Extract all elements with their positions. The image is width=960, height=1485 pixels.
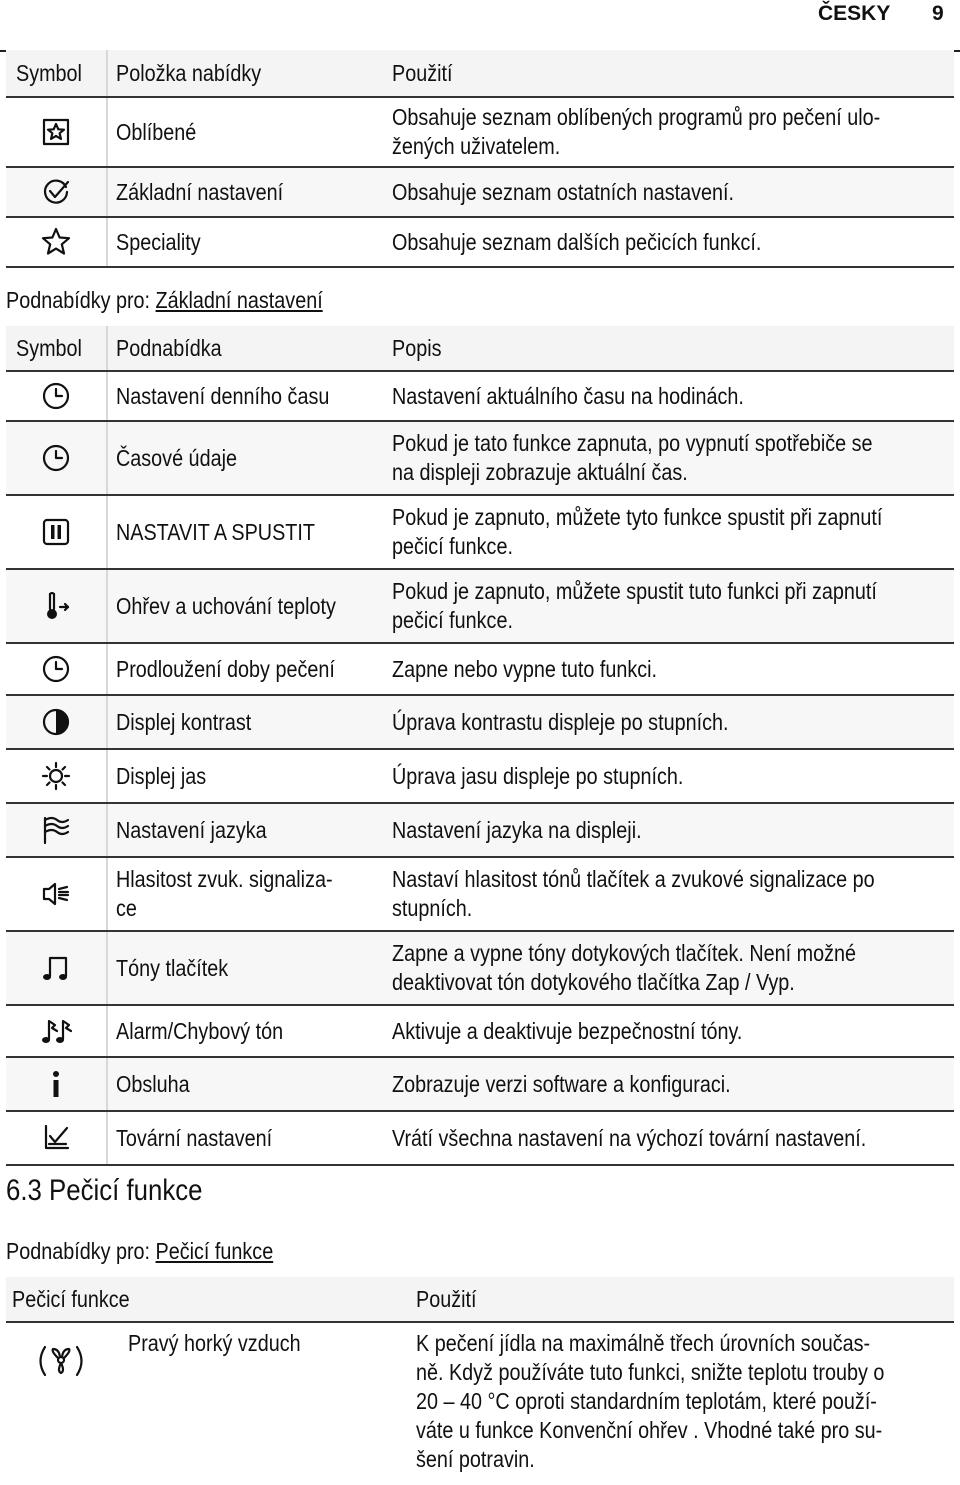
thermometer-arrow-icon: [40, 590, 72, 622]
table-header-row: [6, 326, 954, 372]
header-symbol: Symbol: [16, 59, 82, 86]
description-text: na displeji zobrazuje aktuální čas.: [392, 459, 688, 485]
fan-icon: [33, 1341, 89, 1381]
table-row: [6, 1323, 954, 1483]
header-language: ČESKY: [818, 2, 891, 25]
menu-item-label: Oblíbené: [116, 118, 197, 145]
use-text: K pečení jídla na maximálně třech úrovních součas-: [416, 1330, 871, 1356]
submenu-title: [6, 287, 374, 314]
header-item: Položka nabídky: [116, 59, 262, 86]
clock-icon: [40, 442, 72, 474]
description-text: Zobrazuje verzi software a konfiguraci.: [392, 1070, 731, 1097]
menu-use-text: Obsahuje seznam oblíbených programů pro pečení ulo-: [392, 104, 881, 130]
header-description: Popis: [392, 334, 442, 361]
description-text: stupních.: [392, 895, 473, 921]
header-function: Pečicí funkce: [12, 1285, 130, 1312]
menu-use-text: žených uživatelem.: [392, 133, 561, 159]
use-text: ně. Když používáte tuto funkci, snižte teplotu trouby o: [416, 1359, 885, 1385]
submenu-label: Tóny tlačítek: [116, 954, 229, 981]
contrast-icon: [40, 706, 72, 738]
description-text: Pokud je tato funkce zapnuta, po vypnutí spotřebiče se: [392, 430, 873, 456]
header-symbol: Symbol: [16, 334, 82, 361]
use-text: šení potravin.: [416, 1446, 535, 1472]
menu-use-text: Obsahuje seznam ostatních nastavení.: [392, 178, 734, 205]
submenu-label: NASTAVIT A SPUSTIT: [116, 518, 315, 545]
menu-table: [6, 50, 954, 268]
description-text: Zapne nebo vypne tuto funkci.: [392, 655, 658, 682]
submenu-label: ce: [116, 895, 137, 921]
factory-reset-icon: [40, 1122, 72, 1154]
submenu-title-link[interactable]: Pečicí funkce: [155, 1238, 274, 1264]
table-row: [6, 804, 954, 858]
description-text: Úprava kontrastu displeje po stupních.: [392, 708, 729, 735]
pause-icon: [40, 516, 72, 548]
speaker-icon: [40, 878, 72, 910]
alarm-notes-icon: [40, 1015, 72, 1047]
table-row: [6, 1006, 954, 1058]
baking-functions-table: [6, 1277, 954, 1483]
description-text: pečicí funkce.: [392, 607, 513, 633]
table-header-row: [6, 50, 954, 98]
menu-item-label: Základní nastavení: [116, 178, 284, 205]
check-circle-icon: [40, 176, 72, 208]
submenu-label: Nastavení jazyka: [116, 816, 267, 843]
table-row: [6, 1058, 954, 1112]
menu-use-text: Obsahuje seznam dalších pečicích funkcí.: [392, 228, 762, 255]
submenu-title: [6, 1238, 317, 1265]
submenu-label: Ohřev a uchování teploty: [116, 592, 336, 619]
table-row: [6, 422, 954, 496]
header-use: Použití: [416, 1285, 477, 1312]
flag-icon: [40, 814, 72, 846]
table-row: [6, 1112, 954, 1166]
table-row: [6, 644, 954, 696]
description-text: Pokud je zapnuto, můžete spustit tuto funkci při zapnutí: [392, 578, 877, 604]
table-row: [6, 696, 954, 750]
submenu-label: Nastavení denního času: [116, 382, 330, 409]
description-text: Aktivuje a deaktivuje bezpečnostní tóny.: [392, 1017, 743, 1044]
menu-item-label: Speciality: [116, 228, 201, 255]
submenu-label: Hlasitost zvuk. signaliza-: [116, 866, 333, 892]
description-text: deaktivovat tón dotykového tlačítka Zap / Vyp.: [392, 969, 795, 995]
submenu-label: Tovární nastavení: [116, 1124, 273, 1151]
info-icon: [40, 1068, 72, 1100]
use-text: 20 – 40 °C oproti standardním teplotám, které použí-: [416, 1388, 877, 1414]
table-row: [6, 932, 954, 1006]
submenu-title-prefix: Podnabídky pro:: [6, 287, 156, 313]
description-text: Vrátí všechna nastavení na výchozí tovární nastavení.: [392, 1124, 867, 1151]
page-number: 9: [932, 2, 944, 25]
header-use: Použití: [392, 59, 453, 86]
submenu-label: Displej kontrast: [116, 708, 252, 735]
table-row: [6, 858, 954, 932]
header-submenu: Podnabídka: [116, 334, 222, 361]
submenu-title-link[interactable]: Základní nastavení: [155, 287, 323, 313]
basic-settings-table: [6, 326, 954, 1166]
table-row: [6, 750, 954, 804]
description-text: Pokud je zapnuto, můžete tyto funkce spustit při zapnutí: [392, 504, 883, 530]
sun-icon: [40, 760, 72, 792]
submenu-label: Alarm/Chybový tón: [116, 1017, 284, 1044]
submenu-title-prefix: Podnabídky pro:: [6, 1238, 156, 1264]
description-text: Nastaví hlasitost tónů tlačítek a zvukové signalizace po: [392, 866, 875, 892]
table-row: [6, 98, 954, 168]
use-text: váte u funkce Konvenční ohřev . Vhodné také pro su-: [416, 1417, 883, 1443]
music-note-icon: [40, 952, 72, 984]
clock-icon: [40, 653, 72, 685]
submenu-label: Časové údaje: [116, 444, 237, 471]
star-icon: [40, 226, 72, 258]
table-row: [6, 218, 954, 268]
page-header: [0, 0, 960, 52]
table-row: [6, 372, 954, 422]
description-text: Úprava jasu displeje po stupních.: [392, 762, 684, 789]
clock-icon: [40, 380, 72, 412]
table-row: [6, 168, 954, 218]
table-header-row: [6, 1277, 954, 1323]
description-text: pečicí funkce.: [392, 533, 513, 559]
section-title: 6.3 Pečicí funkce: [6, 1174, 203, 1207]
table-row: [6, 570, 954, 644]
table-row: [6, 496, 954, 570]
submenu-label: Prodloužení doby pečení: [116, 655, 335, 682]
function-label: Pravý horký vzduch: [128, 1330, 301, 1356]
description-text: Zapne a vypne tóny dotykových tlačítek. Není možné: [392, 940, 856, 966]
submenu-label: Displej jas: [116, 762, 207, 789]
submenu-label: Obsluha: [116, 1070, 190, 1097]
star-in-square-icon: [40, 116, 72, 148]
description-text: Nastavení aktuálního času na hodinách.: [392, 382, 744, 409]
description-text: Nastavení jazyka na displeji.: [392, 816, 642, 843]
